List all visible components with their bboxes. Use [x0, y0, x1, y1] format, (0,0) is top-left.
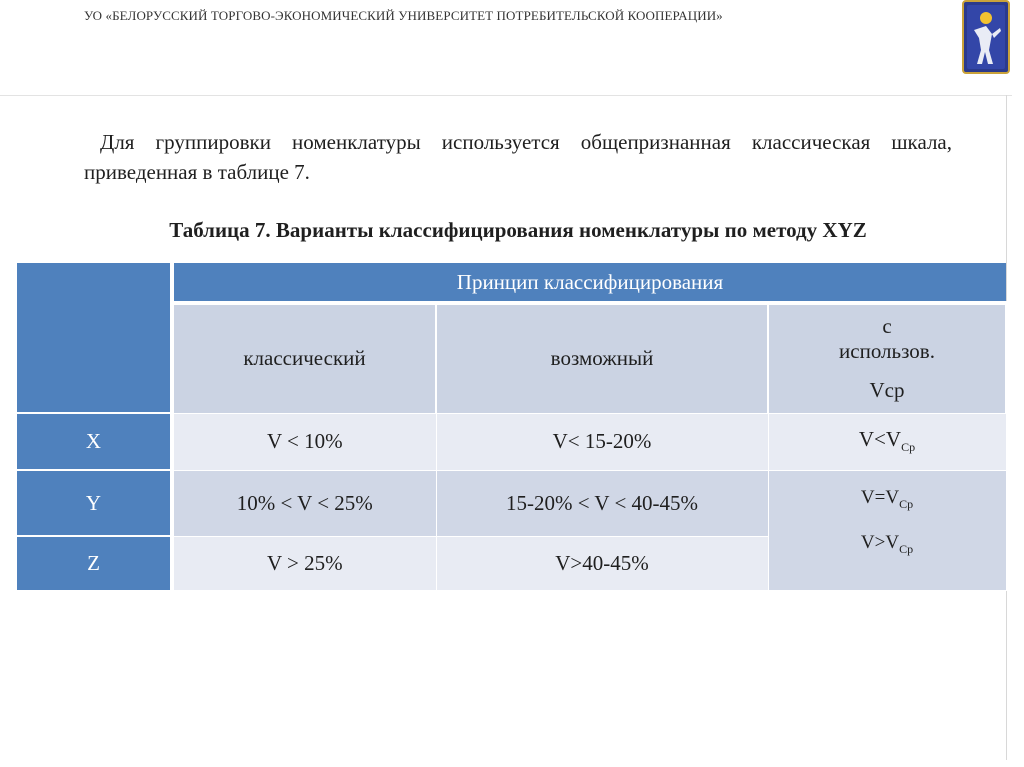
cell-x-vcp	[768, 413, 1006, 470]
column-header-classic: классический	[172, 303, 436, 413]
cell-yz-vcp	[768, 470, 1006, 590]
row-label-y: Y	[17, 470, 172, 536]
xyz-classification-table	[17, 263, 1007, 591]
cell-x-vcp-base: V<V	[858, 427, 902, 452]
vcp-header-line2: использов.	[839, 339, 935, 364]
cell-y-vcp-base: V=V	[860, 486, 900, 508]
slide-frame-right	[1006, 95, 1013, 760]
vcp-header-line1: с	[882, 314, 892, 339]
table-caption: Таблица 7. Варианты классифицирования номенклатуры по методу XYZ	[169, 218, 867, 242]
cell-y-possible: 15-20% < V < 40-45%	[436, 470, 768, 536]
cell-z-vcp-sub: Cp	[899, 542, 914, 557]
row-label-z: Z	[17, 536, 172, 590]
cell-z-vcp-base: V>V	[860, 532, 900, 554]
cell-y-vcp-sub: Cp	[899, 496, 914, 511]
column-header-possible: возможный	[436, 303, 768, 413]
coat-of-arms-emblem-icon	[962, 0, 1010, 74]
cell-z-possible: V>40-45%	[436, 536, 768, 590]
cell-y-classic: 10% < V < 25%	[172, 470, 436, 536]
row-label-x: X	[17, 413, 172, 470]
cell-x-classic: V < 10%	[172, 413, 436, 470]
university-header: УО «БЕЛОРУССКИЙ ТОРГОВО-ЭКОНОМИЧЕСКИЙ УНИВЕРСИТЕТ ПОТРЕБИТЕЛЬСКОЙ КООПЕРАЦИИ»	[84, 8, 723, 23]
slide-frame-top	[0, 95, 1012, 96]
cell-z-classic: V > 25%	[172, 536, 436, 590]
column-header-vcp	[768, 303, 1006, 413]
intro-paragraph: Для группировки номенклатуры используется общепризнанная классическая шкала, приведенная в таблице 7.	[84, 130, 952, 184]
principle-header: Принцип классифицирования	[172, 263, 1006, 303]
table-corner-cell	[17, 263, 172, 413]
cell-z-vcp	[769, 530, 1006, 562]
cell-x-possible: V< 15-20%	[436, 413, 768, 470]
vcp-header-line3: Vср	[869, 378, 905, 403]
cell-x-vcp-sub: Cp	[901, 440, 916, 455]
cell-y-vcp	[769, 485, 1006, 517]
